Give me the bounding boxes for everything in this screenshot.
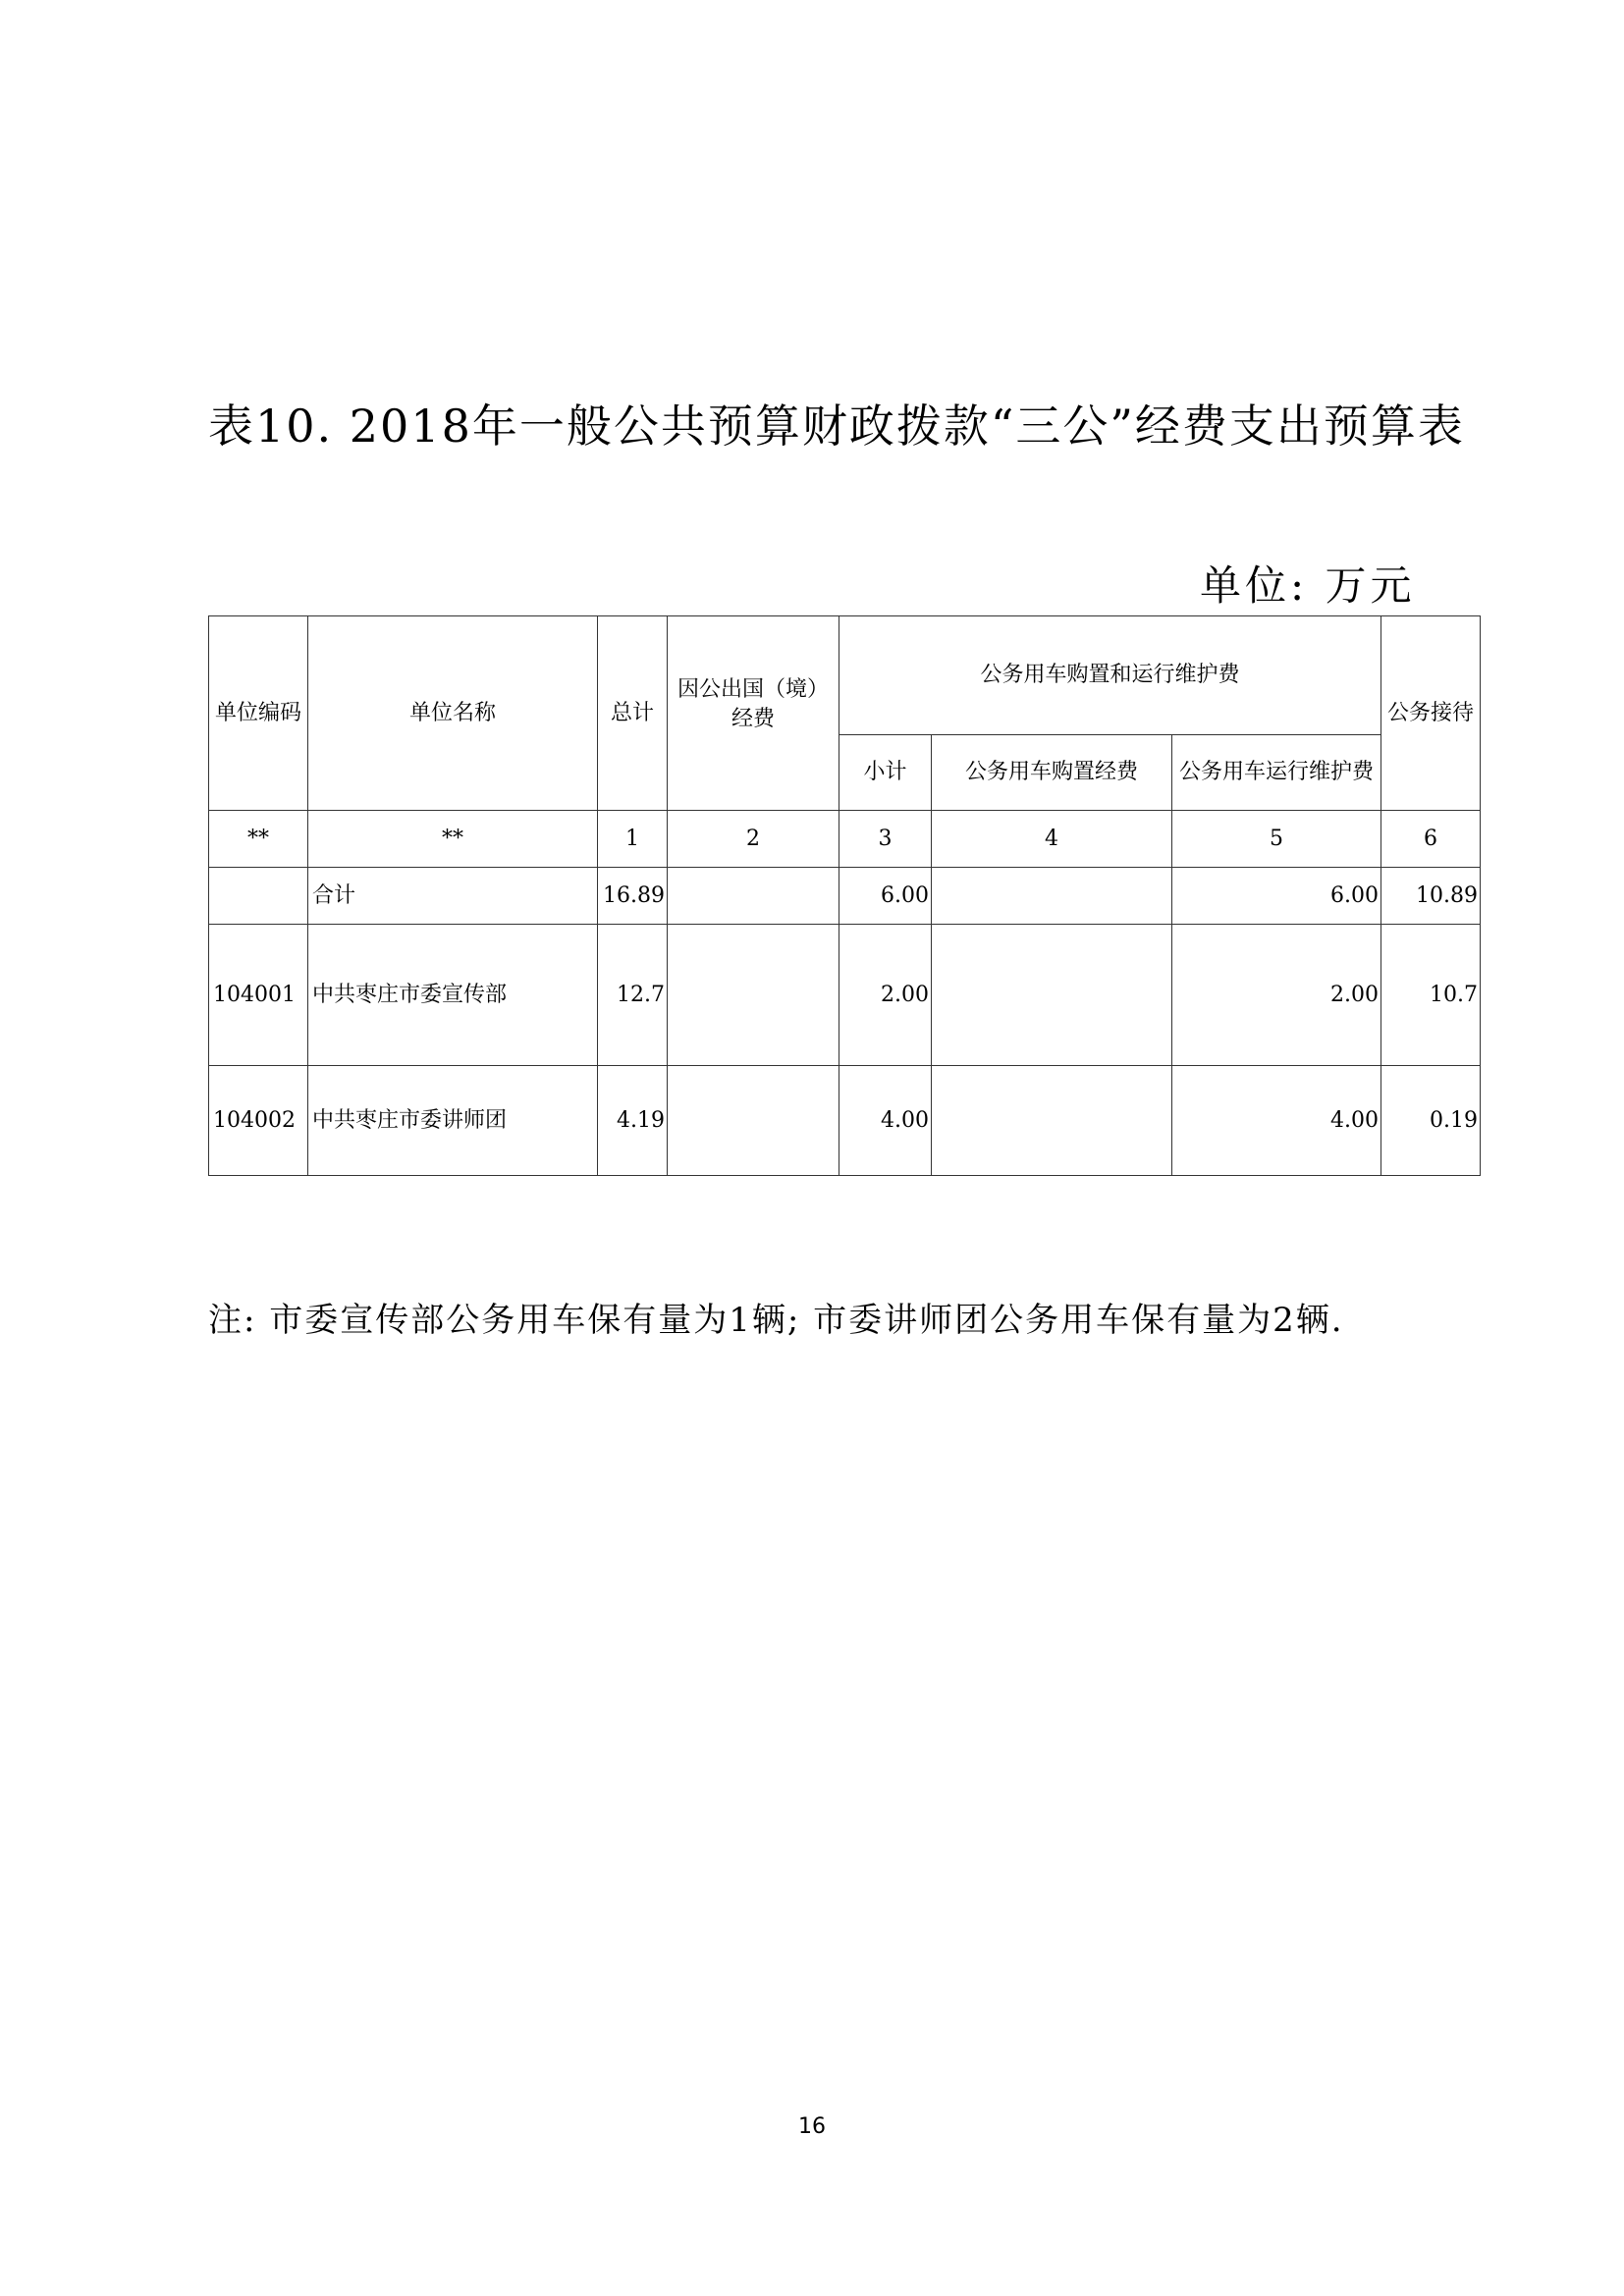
cell-purchase [932,1066,1172,1176]
header-vehicle-group: 公务用车购置和运行维护费 [839,616,1381,735]
index-cell: 6 [1381,811,1481,868]
cell-subtotal: 6.00 [839,868,932,925]
footnote: 注: 市委宣传部公务用车保有量为1辆; 市委讲师团公务用车保有量为2辆. [208,1301,1344,1340]
budget-table [208,615,1481,1176]
header-code: 单位编码 [209,616,308,811]
cell-abroad [668,868,839,925]
index-cell: 5 [1172,811,1381,868]
cell-subtotal: 2.00 [839,925,932,1066]
page-number: 16 [798,2114,826,2139]
cell-code [209,868,308,925]
cell-subtotal: 4.00 [839,1066,932,1176]
cell-name: 中共枣庄市委宣传部 [308,925,598,1066]
index-cell: 1 [598,811,668,868]
unit-label: 单位: 万元 [1200,561,1416,610]
cell-reception: 10.7 [1381,925,1481,1066]
index-cell: 2 [668,811,839,868]
index-cell: ** [308,811,598,868]
page-title: 表10. 2018年一般公共预算财政拨款“三公”经费支出预算表 [208,400,1465,453]
header-name: 单位名称 [308,616,598,811]
cell-total: 16.89 [598,868,668,925]
cell-reception: 10.89 [1381,868,1481,925]
header-operation: 公务用车运行维护费 [1172,735,1381,811]
cell-name: 合计 [308,868,598,925]
index-cell: 3 [839,811,932,868]
cell-code: 104001 [209,925,308,1066]
index-cell: 4 [932,811,1172,868]
table-row [209,1066,1481,1176]
header-subtotal: 小计 [839,735,932,811]
cell-purchase [932,868,1172,925]
cell-name: 中共枣庄市委讲师团 [308,1066,598,1176]
cell-abroad [668,1066,839,1176]
cell-abroad [668,925,839,1066]
header-reception: 公务接待 [1381,616,1481,811]
index-row [209,811,1481,868]
cell-total: 4.19 [598,1066,668,1176]
cell-code: 104002 [209,1066,308,1176]
table-row [209,925,1481,1066]
header-abroad: 因公出国（境）经费 [668,616,839,811]
cell-operation: 6.00 [1172,868,1381,925]
cell-purchase [932,925,1172,1066]
index-cell: ** [209,811,308,868]
header-total: 总计 [598,616,668,811]
cell-operation: 2.00 [1172,925,1381,1066]
cell-operation: 4.00 [1172,1066,1381,1176]
cell-total: 12.7 [598,925,668,1066]
table-row-total [209,868,1481,925]
cell-reception: 0.19 [1381,1066,1481,1176]
header-purchase: 公务用车购置经费 [932,735,1172,811]
